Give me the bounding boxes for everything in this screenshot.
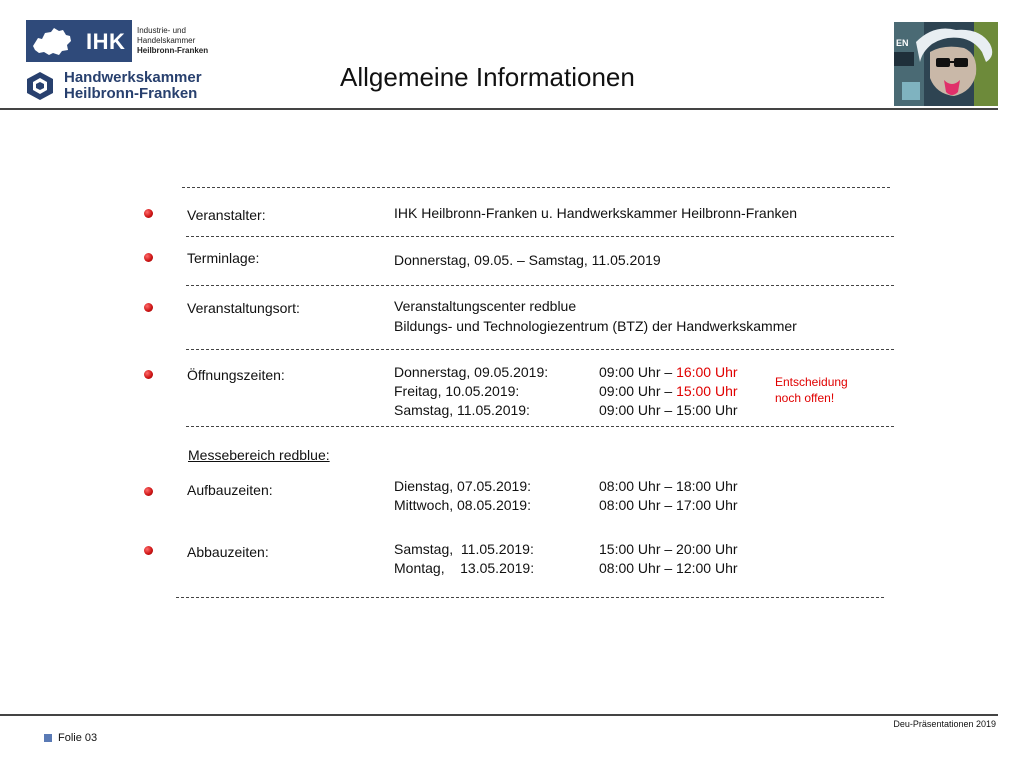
portrait-illustration: [894, 22, 998, 106]
oeffnungszeiten-label: Öffnungszeiten:: [187, 367, 285, 383]
ihk-logo-text: [137, 26, 216, 56]
red-bullet-icon: [144, 303, 153, 312]
separator-line: [186, 285, 894, 286]
separator-line: [186, 236, 894, 237]
aufbauzeiten-day: Mittwoch, 08.05.2019:: [394, 497, 531, 513]
oeffnungszeiten-time-to: 16:00 Uhr: [676, 364, 738, 380]
abbauzeiten-day: Montag, 13.05.2019:: [394, 560, 535, 576]
oeffnungszeiten-time: [599, 382, 738, 401]
note-line1: Entscheidung: [775, 375, 848, 389]
hwk-hexagon-icon: [26, 71, 54, 101]
oeffnungszeiten-time-to: 15:00 Uhr: [676, 402, 738, 418]
oeffnungszeiten-time-from: 09:00 Uhr –: [599, 383, 677, 399]
region-map-icon: [30, 24, 76, 58]
ihk-logo: [26, 20, 216, 64]
ihk-logo-badge: [26, 20, 132, 62]
veranstaltungsort-label: Veranstaltungsort:: [187, 300, 300, 316]
note-line2: noch offen!: [775, 391, 835, 405]
slide-number-label: Folie 03: [58, 732, 98, 744]
ihk-logo-line1: Industrie- und Handelskammer: [137, 26, 196, 45]
oeffnungszeiten-day: Donnerstag, 09.05.2019:: [394, 364, 549, 380]
abbauzeiten-day: Samstag, 11.05.2019:: [394, 541, 534, 557]
slide-number: [44, 732, 97, 744]
red-bullet-icon: [144, 487, 153, 496]
hwk-logo-line2: Heilbronn-Franken: [64, 85, 198, 102]
oeffnungszeiten-time-to: 15:00 Uhr: [676, 383, 738, 399]
aufbauzeiten-time: 08:00 Uhr – 17:00 Uhr: [599, 497, 738, 513]
hwk-logo-line1: Handwerkskammer: [64, 69, 202, 86]
messebereich-heading: Messebereich redblue:: [188, 447, 330, 463]
ihk-logo-line2: Heilbronn-Franken: [137, 46, 209, 55]
veranstaltungsort-line2: Bildungs- und Technologiezentrum (BTZ) der Handwerkskammer: [394, 318, 797, 334]
decision-pending-note: [775, 374, 848, 406]
terminlage-label: Terminlage:: [187, 250, 260, 266]
presentation-label: Deu-Präsentationen 2019: [893, 719, 996, 729]
pop-art-portrait-image: [894, 22, 998, 106]
separator-line: [186, 426, 894, 427]
aufbauzeiten-time: 08:00 Uhr – 18:00 Uhr: [599, 478, 738, 494]
oeffnungszeiten-day: Samstag, 11.05.2019:: [394, 402, 530, 418]
footer-divider: [0, 714, 998, 716]
aufbauzeiten-day: Dienstag, 07.05.2019:: [394, 478, 531, 494]
aufbauzeiten-label: Aufbauzeiten:: [187, 482, 273, 498]
veranstalter-label: Veranstalter:: [187, 207, 266, 223]
slide-title: Allgemeine Informationen: [340, 62, 635, 92]
separator-line: [186, 349, 894, 350]
red-bullet-icon: [144, 209, 153, 218]
veranstalter-value: IHK Heilbronn-Franken u. Handwerkskammer Heilbronn-Franken: [394, 205, 798, 221]
hwk-logo-text: [64, 70, 202, 102]
red-bullet-icon: [144, 253, 153, 262]
red-bullet-icon: [144, 546, 153, 555]
oeffnungszeiten-day: Freitag, 10.05.2019:: [394, 383, 520, 399]
terminlage-value: Donnerstag, 09.05. – Samstag, 11.05.2019: [394, 252, 661, 268]
red-bullet-icon: [144, 370, 153, 379]
oeffnungszeiten-time: [599, 401, 738, 420]
veranstaltungsort-line1: Veranstaltungscenter redblue: [394, 298, 577, 314]
header-divider: [0, 108, 998, 110]
oeffnungszeiten-time: [599, 363, 738, 382]
oeffnungszeiten-time-from: 09:00 Uhr –: [599, 364, 677, 380]
abbauzeiten-label: Abbauzeiten:: [187, 544, 269, 560]
abbauzeiten-time: 15:00 Uhr – 20:00 Uhr: [599, 541, 738, 557]
separator-line: [182, 187, 890, 188]
square-bullet-icon: [44, 734, 52, 742]
ihk-logo-letters: IHK: [86, 29, 126, 54]
abbauzeiten-time: 08:00 Uhr – 12:00 Uhr: [599, 560, 738, 576]
hwk-logo: [26, 70, 216, 104]
svg-text:EN: EN: [896, 38, 909, 48]
oeffnungszeiten-time-from: 09:00 Uhr –: [599, 402, 677, 418]
separator-line: [176, 597, 884, 598]
